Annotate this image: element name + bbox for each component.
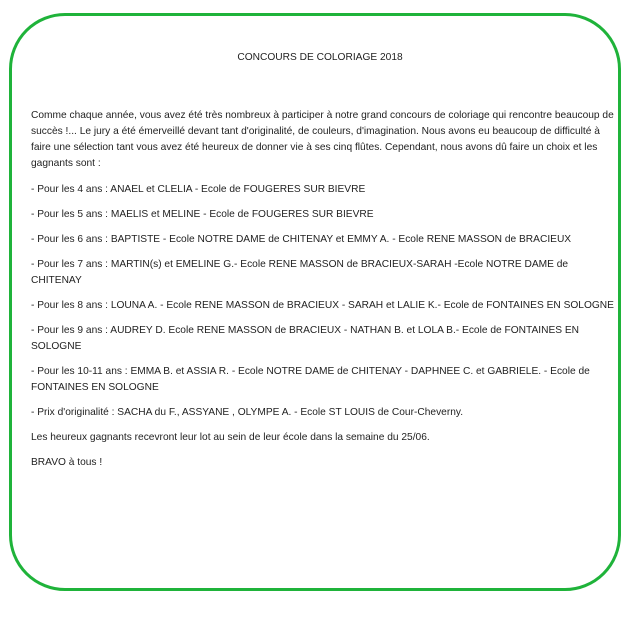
winner-line-4-ans: - Pour les 4 ans : ANAEL et CLELIA - Ecole de FOUGERES SUR BIEVRE [31, 184, 366, 195]
winner-line-originalite: - Prix d'originalité : SACHA du F., ASSYANE , OLYMPE A. - Ecole ST LOUIS de Cour-Cheverny. [31, 407, 464, 418]
intro-paragraph: Comme chaque année, vous avez été très nombreux à participer à notre grand concours de coloriage qui rencontre beaucoup de succès !... Le jury a été émerveillé devant tant d'originalité, de couleurs, d'imagination. Nous avons eu beaucoup de difficulté à faire une sélection tant vous avez été heureux de donner vie à ses cinq flûtes. Cependant, nous avons dû faire un choix et les gagnants sont : [31, 110, 614, 169]
winner-line-7-ans: - Pour les 7 ans : MARTIN(s) et EMELINE G.- Ecole RENE MASSON de BRACIEUX-SARAH -Ecole NOTRE DAME de CHITENAY [31, 259, 569, 286]
document-title: CONCOURS DE COLORIAGE 2018 [237, 52, 403, 63]
winner-line-6-ans: - Pour les 6 ans : BAPTISTE - Ecole NOTRE DAME de CHITENAY et EMMY A. - Ecole RENE MASSON de BRACIEUX [31, 234, 572, 245]
winner-line-5-ans: - Pour les 5 ans : MAELIS et MELINE - Ecole de FOUGERES SUR BIEVRE [31, 209, 374, 220]
document-body [31, 108, 616, 480]
signoff: BRAVO à tous ! [31, 457, 103, 468]
winner-line-10-11-ans: - Pour les 10-11 ans : EMMA B. et ASSIA R. - Ecole NOTRE DAME de CHITENAY - DAPHNEE C. et GABRIELE. - Ecole de FONTAINES EN SOLOGNE [31, 366, 590, 393]
winner-line-9-ans: - Pour les 9 ans : AUDREY D. Ecole RENE MASSON de BRACIEUX - NATHAN B. et LOLA B.- Ecole de FONTAINES EN SOLOGNE [31, 325, 580, 352]
winner-line-8-ans: - Pour les 8 ans : LOUNA A. - Ecole RENE MASSON de BRACIEUX - SARAH et LALIE K.- Ecole de FONTAINES EN SOLOGNE [31, 300, 614, 311]
closing-paragraph: Les heureux gagnants recevront leur lot au sein de leur école dans la semaine du 25/06. [31, 432, 430, 443]
